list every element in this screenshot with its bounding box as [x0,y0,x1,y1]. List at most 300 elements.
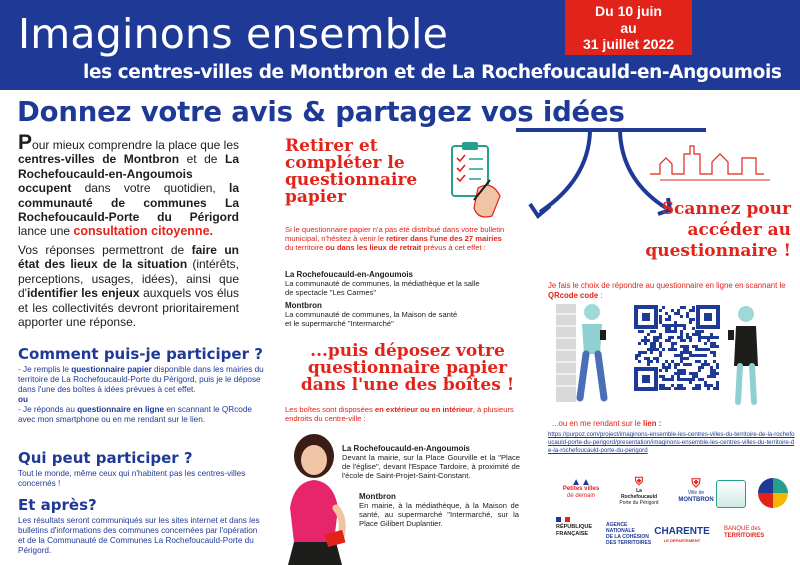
intro-highlight: consultation citoyenne. [73,224,213,239]
qr-module [680,324,683,327]
qr-module [668,327,671,330]
qr-module [668,366,671,369]
qr-module [713,372,716,375]
qr-module [713,387,716,390]
qr-module [710,351,713,354]
qr-module [707,339,710,342]
qr-module [650,360,653,363]
qr-module [638,354,641,357]
qr-module [698,384,701,387]
scan-text: Je fais le choix de répondre au questionnaire en ligne en scannant le [548,281,786,290]
link-intro-text: ...ou en me rendant sur le [552,419,644,428]
qr-module [671,330,674,333]
qr-module [671,348,674,351]
banque-des-territoires-logo [724,526,784,540]
participate-bold: questionnaire papier [71,365,152,374]
qr-module [659,321,662,324]
body-shape [734,326,758,366]
qr-module [710,336,713,339]
date-line-2: au [620,19,637,36]
qr-module [707,336,710,339]
qr-module [665,339,668,342]
qr-module [683,357,686,360]
paper-bold: retirer dans l'une des 27 mairies [386,234,502,243]
clipboard-icon [438,140,506,222]
petites-villes-icon: ▲▲ [571,477,591,488]
qr-module [659,309,662,312]
community-logo [716,480,746,508]
qr-module [665,330,668,333]
qr-module [701,330,704,333]
town-drawing [650,146,764,174]
qr-module [644,342,647,345]
qr-module [686,333,689,336]
qr-module [680,357,683,360]
qr-module [665,387,668,390]
main-headline: Donnez votre avis & partagez vos idées [17,96,625,128]
intro-text: lance une [18,224,74,239]
date-line-1: Du 10 juin [595,3,662,19]
qr-module [710,366,713,369]
qr-module [713,354,716,357]
qr-module [680,345,683,348]
region-logo [758,478,788,508]
qr-module [674,387,677,390]
qr-module [653,339,656,342]
qr-module [695,387,698,390]
qr-module [716,372,719,375]
intro-text: Vos réponses permettront de [18,243,192,257]
qr-finder-tr-center [704,313,712,321]
qr-module [674,363,677,366]
lr-text-3: Porte du Périgord [619,500,659,506]
bdt-text: BANQUE des [724,526,761,532]
arrow-right [620,132,666,208]
qr-module [671,360,674,363]
petites-villes-logo [556,479,606,500]
participate-line: disponible dans les mairies du territoire de La Rochefoucauld-Porte du Périgord, puis je le dépose dans l'une des boîtes à idées prévues à cet effet. [18,365,264,394]
link-intro [552,419,661,428]
qr-module [644,351,647,354]
qr-module [647,348,650,351]
qr-module [653,330,656,333]
qr-module [689,378,692,381]
qr-module [680,372,683,375]
anct-logo [606,522,654,546]
clipboard-clip [462,142,478,150]
intro-dropcap: P [18,131,33,154]
rf-text-2: FRANÇAISE [556,530,589,537]
anct-text-3: DE LA COHÉSION [606,534,649,540]
qr-module [662,348,665,351]
qr-module [689,381,692,384]
qr-module [686,336,689,339]
qr-module [683,351,686,354]
qr-module [644,357,647,360]
qr-module [668,336,671,339]
qr-module [659,369,662,372]
qr-module [695,375,698,378]
qr-module [674,330,677,333]
legs-shape [738,366,754,402]
qr-module [677,363,680,366]
tricolor-flag-icon [556,517,570,522]
qr-module [695,330,698,333]
qr-module [659,354,662,357]
qr-module [698,336,701,339]
qr-module [671,309,674,312]
qr-module [707,375,710,378]
participate-bold: questionnaire en ligne [77,405,165,414]
qr-module [692,375,695,378]
rf-text: RÉPUBLIQUE [556,524,593,530]
qr-module [668,339,671,342]
charente-text: CHARENTE [654,526,710,537]
paper-text: du territoire [285,243,326,252]
charente-text-2: LE DÉPARTEMENT [663,538,701,543]
montbron-text-2: MONTBRON [678,497,714,503]
qr-module [677,378,680,381]
qr-module [653,348,656,351]
intro-paragraph [18,131,240,239]
anct-text-4: DES TERRITOIRES [606,540,652,546]
qr-module [653,336,656,339]
page-title: Imaginons ensemble [18,10,448,58]
qr-module [647,333,650,336]
deposit-title: ...puis déposez votre questionnaire papier dans l'une des boîtes ! [300,341,515,395]
qr-module [674,366,677,369]
qr-module [683,306,686,309]
qr-module [659,333,662,336]
after-text: Les résultats seront communiqués sur les sites internet et dans les bulletins d'informations des communes concernées par l'opération et de la Communauté de Communes La Rochefoucauld-Porte du Périgord. [18,516,260,555]
qr-module [653,342,656,345]
qr-module [644,336,647,339]
qr-module [704,384,707,387]
qr-module [659,375,662,378]
qr-module [656,336,659,339]
woman-with-envelope-illustration [276,430,348,565]
qr-module [662,375,665,378]
montbron-logo [675,476,717,504]
qr-module [704,348,707,351]
qr-module [689,318,692,321]
intro-bold: identifier les enjeux [26,286,140,301]
qr-module [650,351,653,354]
qr-module [692,354,695,357]
person-with-phone-left [556,300,626,410]
qr-module [710,375,713,378]
deposit-bold: en extérieur ou en intérieur [374,405,473,414]
intro-paragraph-2 [18,243,239,329]
qr-module [692,378,695,381]
date-line-3: 31 juillet 2022 [582,36,675,52]
qr-module [692,333,695,336]
paper-loc1-title: La Rochefoucauld-en-Angoumois [285,270,413,279]
qr-module [677,372,680,375]
qr-module [686,315,689,318]
qr-module [689,309,692,312]
qr-module [713,369,716,372]
qr-module [677,375,680,378]
qr-module [665,318,668,321]
qr-module [647,357,650,360]
paper-loc2-title: Montbron [285,301,322,310]
qr-module [701,363,704,366]
qr-module [671,345,674,348]
bdt-text-2: TERRITOIRES [724,533,765,539]
qr-module [695,333,698,336]
qr-module [641,351,644,354]
qr-module [677,309,680,312]
qr-module [644,339,647,342]
qr-module [650,345,653,348]
qr-module [710,369,713,372]
deposit-text: , à plusieurs endroits du centre-ville : [285,405,514,423]
qr-module [656,348,659,351]
qr-module [683,345,686,348]
qr-module [698,330,701,333]
qr-module [662,387,665,390]
qr-module [716,387,719,390]
qr-module [701,378,704,381]
qr-module [692,309,695,312]
deposit-loc2-text: En mairie, à la médiathèque, à la Maison de santé, au supermarché "Intermarché, sur la Place Gilibert Duplantier. [359,501,519,528]
qr-module [710,345,713,348]
intro-bold: la communauté de communes La Rochefoucauld-Porte du Périgord [18,181,239,225]
deposit-loc1-title: La Rochefoucauld-en-Angoumois [342,444,470,453]
qr-module [659,315,662,318]
qr-module [701,348,704,351]
qr-module [677,387,680,390]
qr-module [704,336,707,339]
page-subtitle: les centres-villes de Montbron et de La Rochefoucauld-en-Angoumois [83,62,782,83]
qr-module [674,354,677,357]
qr-module [659,384,662,387]
qr-module [713,351,716,354]
qr-module [695,354,698,357]
qr-module [710,384,713,387]
qr-module [680,330,683,333]
petites-villes-text-2: de demain [566,493,596,499]
qr-module [686,351,689,354]
montbron-text: Ville de [687,490,705,496]
qr-module [680,306,683,309]
qr-module [698,348,701,351]
qr-module [659,318,662,321]
la-rochefoucauld-logo [618,476,660,506]
qr-module [674,348,677,351]
paper-text: Si le questionnaire papier n'a pas été distribué dans votre bulletin municipal, n'hésitez à venir le [285,225,505,243]
qr-module [692,387,695,390]
qr-module [695,372,698,375]
qr-module [698,378,701,381]
qr-module [650,348,653,351]
qr-module [668,348,671,351]
paper-instructions [285,225,511,252]
qr-module [665,324,668,327]
qr-module [674,321,677,324]
wall-shape [556,304,576,402]
qr-module [695,384,698,387]
intro-text: our mieux comprendre la place que les [32,138,239,152]
qr-module [683,348,686,351]
qr-module [680,360,683,363]
participate-title: Comment puis-je participer ? [18,345,263,363]
qr-module [686,312,689,315]
deposit-loc2-title: Montbron [359,492,396,501]
qr-finder-tl-center [642,313,650,321]
qr-module [710,333,713,336]
qr-module [677,312,680,315]
republique-francaise-logo [556,517,602,537]
deposit-instructions [285,405,515,423]
qr-module [686,348,689,351]
qr-code[interactable] [633,304,721,392]
hand-shape [474,185,500,217]
qr-module [686,345,689,348]
qr-module [638,330,641,333]
qr-module [647,360,650,363]
qr-module [689,354,692,357]
qr-module [638,342,641,345]
qr-module [665,327,668,330]
qr-module [692,306,695,309]
paper-loc2-text: La communauté de communes, la Maison de santé et le supermarché "Intermarché" [285,310,458,328]
qr-module [680,351,683,354]
qr-module [665,360,668,363]
qr-module [710,342,713,345]
qr-module [686,378,689,381]
qr-module [716,336,719,339]
qr-module [641,339,644,342]
qr-module [671,324,674,327]
qr-module [713,336,716,339]
qr-module [671,375,674,378]
qr-module [683,327,686,330]
qr-module [665,369,668,372]
qr-module [680,354,683,357]
qr-module [713,375,716,378]
qr-module [674,324,677,327]
qr-module [692,327,695,330]
scan-instructions [548,281,793,300]
qr-module [674,327,677,330]
qr-module [683,378,686,381]
qr-module [671,336,674,339]
shirt-shape [290,480,338,542]
qr-module [674,312,677,315]
deposit-text: Les boîtes sont disposées [285,405,375,414]
participate-line: en scannant le QRcode avec mon smartphone ou en me rendant sur le lien. [18,405,252,424]
qr-module [668,330,671,333]
qr-module [698,354,701,357]
qr-module [710,372,713,375]
qr-module [671,384,674,387]
qr-module [674,342,677,345]
arrow-left [540,132,590,212]
qr-module [680,315,683,318]
qr-module [650,330,653,333]
person-with-phone-right [722,300,772,410]
qr-module [689,351,692,354]
intro-bold: centres-villes de Montbron [18,152,180,167]
qr-module [713,360,716,363]
qr-module [635,354,638,357]
paper-bold: ou dans les lieux de retrait [325,243,422,252]
qr-module [641,330,644,333]
qr-module [677,369,680,372]
qr-module [704,381,707,384]
qr-module [680,384,683,387]
qr-module [716,381,719,384]
qr-module [647,363,650,366]
qr-module [689,336,692,339]
anct-text: AGENCE [606,522,628,528]
qr-module [665,312,668,315]
qr-module [665,366,668,369]
qr-module [671,378,674,381]
qr-module [695,348,698,351]
qr-module [704,360,707,363]
link-intro-bold: lien : [643,419,662,428]
qr-module [689,363,692,366]
who-text: Tout le monde, même ceux qui n'habitent pas les centres-villes concernés ! [18,469,246,488]
qr-module [677,384,680,387]
qr-module [692,372,695,375]
qr-module [689,321,692,324]
qr-module [677,354,680,357]
qr-module [677,324,680,327]
qr-module [707,363,710,366]
qr-module [707,387,710,390]
qr-module [704,342,707,345]
qr-module [668,378,671,381]
qr-module [656,339,659,342]
qr-module [692,345,695,348]
legs-shape [580,354,604,398]
charente-logo [652,526,712,544]
qr-module [695,360,698,363]
qr-module [653,357,656,360]
qr-module [662,306,665,309]
phone-shape [600,330,606,340]
date-badge [565,0,692,55]
qr-module [689,339,692,342]
lr-text-2: Rochefoucauld [620,494,658,500]
qr-module [665,378,668,381]
qr-module [635,357,638,360]
intro-bold: La Rochefoucauld-en-Angoumois occupent [18,152,240,196]
qr-module [701,354,704,357]
qr-module [647,339,650,342]
qr-module [659,387,662,390]
paper-loc1-text: La communauté de communes, la médiathèque et la salle de spectacle "Les Carmes" [285,279,480,297]
paper-title: Retirer et compléter le questionnaire papier [285,136,418,207]
anct-text-2: NATIONALE [606,528,635,534]
deposit-loc1-text: Devant la mairie, sur la Place Gourville et la "Place de l'église", devant l'Espace Tardoire, à proximité de l'école de Saint-Projet-Saint-Constant. [342,453,520,480]
questionnaire-link[interactable]: https://purpoz.com/project/imaginons-ensemble-les-centres-villes-du-territoire-de-la-rochefoucauld-porte-du-perigord/presentation/imaginons-ensemble-les-centres-villes-du-territoire-de-la-rochefoucauld-porte-du-perigord [548,431,795,454]
qr-module [683,387,686,390]
qr-module [662,384,665,387]
qr-module [716,366,719,369]
lr-text: La [636,488,642,494]
qr-module [680,333,683,336]
qr-module [680,339,683,342]
qr-module [707,348,710,351]
qr-module [668,315,671,318]
qr-module [695,345,698,348]
phone-shape [728,330,734,340]
